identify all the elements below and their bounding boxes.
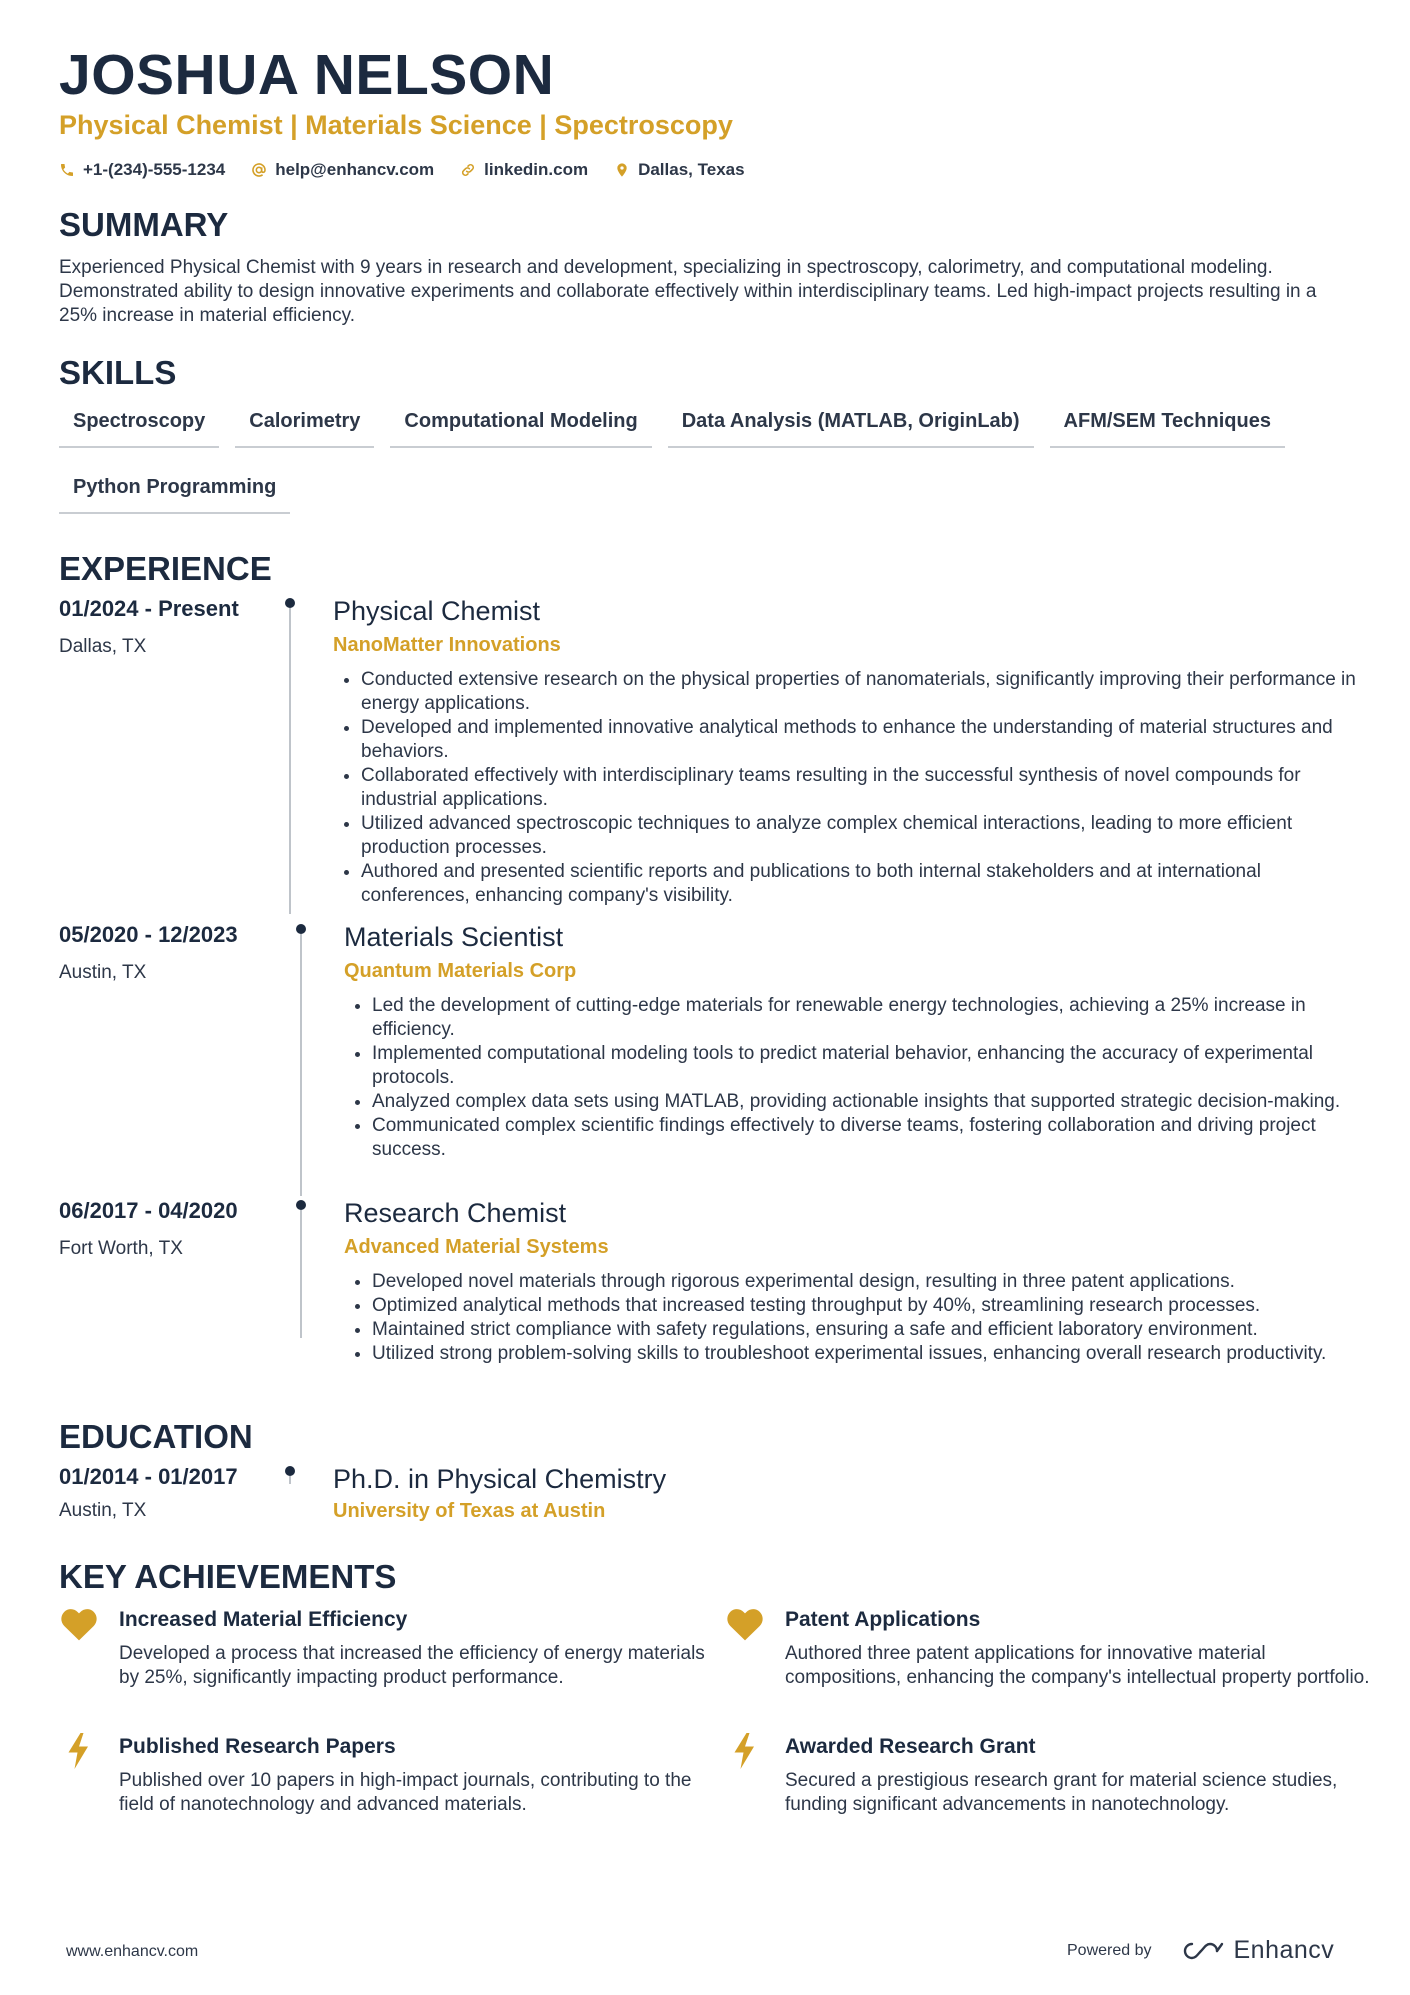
job-bullets [344,994,1364,1162]
education-heading: EDUCATION [59,1418,253,1455]
job-dates: 01/2024 - Present [59,596,239,621]
job-title: Materials Scientist [344,922,564,952]
job-bullets [344,1270,1364,1366]
skill-tag: Spectroscopy [59,404,219,448]
degree-title: Ph.D. in Physical Chemistry [333,1464,667,1494]
contact-location [614,160,744,180]
bullet-item: • Implemented computational modeling tools to predict material behavior, enhancing the accuracy of experimental protocols. [372,1042,1364,1090]
timeline-line [289,608,291,914]
bullet-item: • Maintained strict compliance with safety regulations, ensuring a safe and efficient laboratory environment. [372,1318,1364,1342]
skill-tag: Python Programming [59,470,290,514]
candidate-name: JOSHUA NELSON [59,43,555,107]
summary-text: Experienced Physical Chemist with 9 years in research and development, specializing in spectroscopy, calorimetry, and computational modeling. Demonstrated ability to design innovative experiments and collaborate effectively within interdisciplinary teams. Led high-impact projects resulting in a 25% increase in material efficiency. [59,257,1317,326]
experience-heading: EXPERIENCE [59,550,272,587]
bullet-item: • Collaborated effectively with interdisciplinary teams resulting in the successful synthesis of novel compounds for industrial applications. [361,764,1363,812]
timeline-dot [296,1200,306,1210]
contact-phone[interactable] [59,160,225,180]
bullet-item: • Communicated complex scientific findings effectively to diverse teams, fostering collaboration and driving project success. [372,1114,1364,1162]
contact-bar [59,160,745,180]
bullet-item: • Utilized advanced spectroscopic techniques to analyze complex chemical interactions, leading to more efficient production processes. [361,812,1363,860]
job-location: Fort Worth, TX [59,1238,183,1259]
contact-linkedin[interactable] [460,160,588,180]
timeline-line [289,1476,291,1484]
skill-tag: AFM/SEM Techniques [1050,404,1285,448]
achievement-title: Patent Applications [785,1608,981,1631]
bullet-item: • Developed novel materials through rigorous experimental design, resulting in three patent applications. [372,1270,1364,1294]
bullet-item: • Developed and implemented innovative analytical methods to enhance the understanding of material structures and behaviors. [361,716,1363,764]
company-name: Advanced Material Systems [344,1236,609,1258]
timeline-dot [285,1466,295,1476]
link-icon [460,162,476,178]
education-location: Austin, TX [59,1500,147,1521]
job-title: Physical Chemist [333,596,541,626]
enhancv-logo[interactable] [1180,1936,1335,1965]
at-icon [251,162,267,178]
education-entry [59,1464,1359,1534]
heart-icon [59,1606,99,1642]
footer-website[interactable]: www.enhancv.com [66,1943,199,1960]
phone-text: +1-(234)-555-1234 [83,160,226,179]
company-name: NanoMatter Innovations [333,634,561,656]
achievement-desc: Secured a prestigious research grant for material science studies, funding significant advancements in nanotechnology. [785,1770,1338,1815]
headline: Physical Chemist | Materials Science | Spectroscopy [59,110,733,140]
achievement-title: Published Research Papers [119,1735,396,1758]
bullet-item: • Analyzed complex data sets using MATLAB, providing actionable insights that supported strategic decision-making. [372,1090,1364,1114]
brand-name: Enhancv [1233,1936,1335,1964]
achievements-heading: KEY ACHIEVEMENTS [59,1558,397,1595]
achievement-desc: Published over 10 papers in high-impact journals, contributing to the field of nanotechnology and advanced materials. [119,1770,692,1815]
bullet-item: • Conducted extensive research on the physical properties of nanomaterials, significantly improving their performance in energy applications. [361,668,1363,716]
email-text: help@enhancv.com [275,160,435,179]
heart-icon [725,1606,765,1642]
location-text: Dallas, Texas [638,160,745,179]
summary-heading: SUMMARY [59,206,229,243]
phone-icon [59,162,75,178]
timeline-dot [296,924,306,934]
skills-heading: SKILLS [59,354,177,391]
skill-tag: Data Analysis (MATLAB, OriginLab) [668,404,1034,448]
job-title: Research Chemist [344,1198,567,1228]
linkedin-text: linkedin.com [484,160,589,179]
school-name: University of Texas at Austin [333,1500,606,1522]
timeline-line [300,934,302,1196]
experience-entry [59,596,1359,916]
lightning-icon [67,1733,91,1769]
company-name: Quantum Materials Corp [344,960,577,982]
timeline-dot [285,598,295,608]
job-bullets [333,668,1363,908]
bullet-item: • Utilized strong problem-solving skills to troubleshoot experimental issues, enhancing overall research productivity. [372,1342,1364,1366]
location-pin-icon [614,162,630,178]
skill-tag: Calorimetry [235,404,374,448]
skills-list [59,404,1359,514]
job-location: Austin, TX [59,962,147,983]
education-dates: 01/2014 - 01/2017 [59,1464,238,1489]
powered-by-label: Powered by [1067,1941,1152,1959]
achievement-title: Awarded Research Grant [785,1735,1036,1758]
bullet-item: • Led the development of cutting-edge materials for renewable energy technologies, achieving a 25% increase in efficiency. [372,994,1364,1042]
footer-branding [1067,1936,1334,1965]
enhancv-logo-icon [1180,1940,1226,1962]
achievement-title: Increased Material Efficiency [119,1608,408,1631]
contact-email[interactable] [251,160,434,180]
bullet-item: • Authored and presented scientific reports and publications to both internal stakeholders and at international conferences, enhancing company's visibility. [361,860,1363,908]
job-location: Dallas, TX [59,636,147,657]
experience-entry [59,1198,1359,1408]
achievement-desc: Authored three patent applications for innovative material compositions, enhancing the company's intellectual property portfolio. [785,1643,1370,1688]
bullet-item: • Optimized analytical methods that increased testing throughput by 40%, streamlining research processes. [372,1294,1364,1318]
skill-tag: Computational Modeling [390,404,651,448]
job-dates: 05/2020 - 12/2023 [59,922,238,947]
experience-entry [59,922,1359,1198]
lightning-icon [733,1733,757,1769]
job-dates: 06/2017 - 04/2020 [59,1198,238,1223]
achievement-desc: Developed a process that increased the efficiency of energy materials by 25%, significantly impacting product performance. [119,1643,705,1688]
timeline-line [300,1210,302,1338]
